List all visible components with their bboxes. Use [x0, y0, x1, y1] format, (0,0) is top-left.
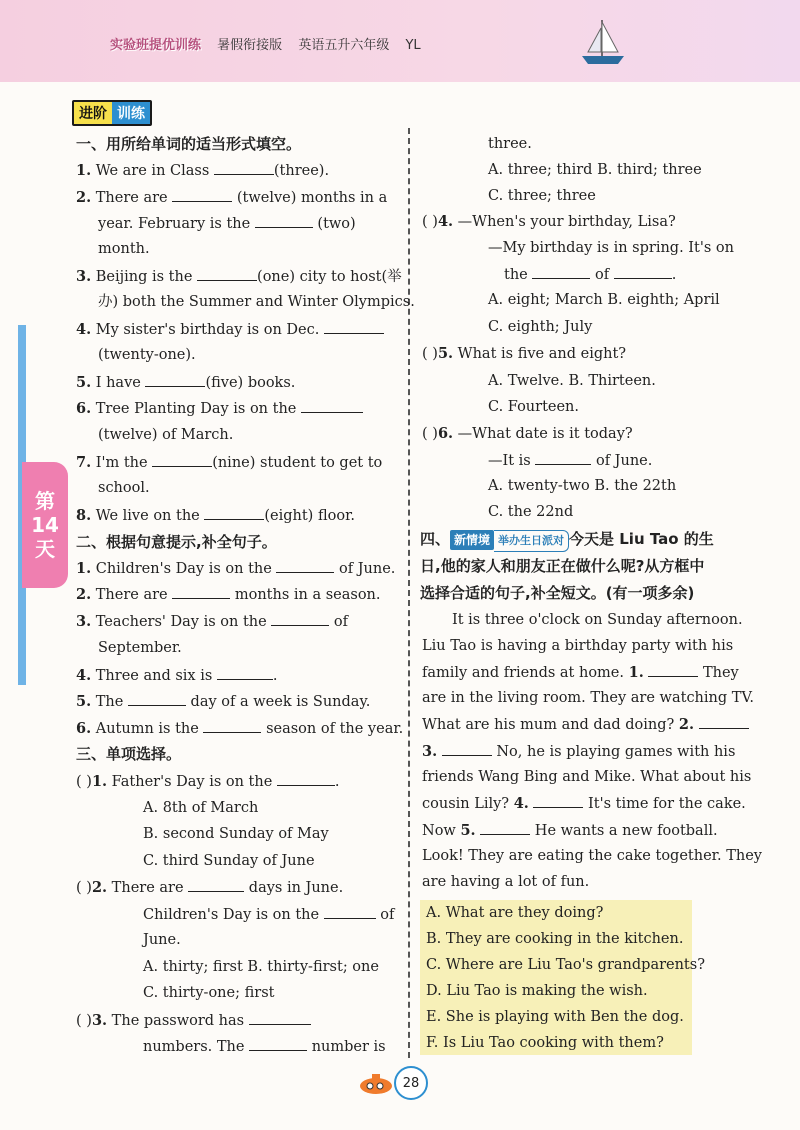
text-line	[76, 505, 355, 526]
text-segment: They	[698, 665, 739, 681]
answer-blank[interactable]	[614, 264, 672, 279]
text-line	[426, 1033, 664, 1053]
item-number: 7.	[76, 454, 92, 471]
text-segment: 二、根据句意提示,补全句子。	[76, 533, 277, 551]
item-number: 3.	[91, 1012, 108, 1029]
item-number: 4.	[437, 213, 454, 230]
item-number: 2.	[91, 879, 108, 896]
text-line	[488, 397, 579, 417]
text-segment: A. What are they doing?	[426, 905, 604, 921]
text-segment: A. three; third B. third; three	[488, 162, 702, 178]
submarine-icon	[358, 1070, 394, 1096]
badge-part-1: 进阶	[74, 102, 112, 124]
text-segment: We live on the	[91, 508, 205, 524]
text-segment: of	[590, 267, 614, 283]
text-line	[422, 714, 749, 735]
text-segment: I have	[91, 375, 146, 391]
text-segment: family and friends at home.	[422, 665, 629, 681]
text-line	[76, 1010, 311, 1031]
text-segment: 选择合适的句子,补全短文。(有一项多余)	[420, 584, 695, 602]
text-segment: C. thirty-one; first	[143, 985, 275, 1001]
text-line	[76, 160, 329, 181]
item-number: 2.	[76, 586, 92, 603]
text-line	[98, 638, 182, 658]
answer-blank[interactable]	[535, 450, 591, 465]
answer-blank[interactable]	[699, 714, 749, 729]
context-subtag: 举办生日派对	[494, 530, 569, 552]
column-divider	[408, 128, 410, 1058]
answer-blank[interactable]	[249, 1010, 311, 1025]
text-line	[76, 187, 387, 208]
text-line	[76, 771, 340, 792]
item-number: 6.	[76, 720, 92, 737]
answer-blank[interactable]	[128, 691, 186, 706]
text-segment: E. She is playing with Ben the dog.	[426, 1009, 684, 1025]
answer-blank[interactable]	[249, 1036, 307, 1051]
text-line	[504, 264, 676, 285]
text-segment: .	[671, 267, 677, 283]
text-segment: Look! They are eating the cake together. They	[422, 848, 762, 864]
text-segment: Beijing is the	[91, 269, 198, 285]
text-line	[426, 929, 683, 949]
answer-blank[interactable]	[532, 264, 590, 279]
item-number: 3.	[76, 613, 92, 630]
answer-blank[interactable]	[152, 452, 212, 467]
text-line	[76, 718, 403, 739]
text-segment: Teachers' Day is on the	[91, 614, 272, 630]
text-segment: 三、单项选择。	[76, 745, 182, 763]
text-segment: ( )	[76, 774, 92, 790]
options-box	[420, 900, 692, 1055]
sailboat-icon	[580, 18, 626, 68]
answer-blank[interactable]	[271, 611, 329, 626]
text-segment: month.	[98, 241, 150, 257]
text-segment: Children's Day is on the	[91, 561, 277, 577]
item-number: 4.	[76, 321, 92, 338]
badge-part-2: 训练	[112, 102, 150, 124]
answer-blank[interactable]	[480, 820, 530, 835]
series-name: 实验班提优训练	[110, 38, 202, 53]
text-segment: are having a lot of fun.	[422, 874, 590, 890]
text-segment: A. 8th of March	[143, 800, 259, 816]
text-line	[426, 955, 705, 975]
text-segment: Children's Day is on the	[143, 907, 324, 923]
answer-blank[interactable]	[172, 584, 230, 599]
text-line	[422, 662, 739, 683]
text-segment: Autumn is the	[91, 721, 204, 737]
item-number: 2.	[76, 189, 92, 206]
text-line	[488, 476, 676, 496]
answer-blank[interactable]	[533, 793, 583, 808]
item-number: 2.	[678, 716, 695, 733]
item-number: 5.	[460, 822, 476, 839]
item-number: 5.	[437, 345, 454, 362]
text-segment: of June.	[591, 453, 653, 469]
text-segment: My sister's birthday is on Dec.	[91, 322, 324, 338]
text-line	[98, 345, 196, 365]
text-segment: of	[329, 614, 349, 630]
item-number: 5.	[76, 374, 92, 391]
text-segment: —My birthday is in spring. It's on	[488, 240, 734, 256]
text-segment: season of the year.	[261, 721, 404, 737]
answer-blank[interactable]	[442, 741, 492, 756]
text-segment: B. They are cooking in the kitchen.	[426, 931, 684, 947]
text-line	[422, 212, 676, 232]
text-line	[488, 160, 702, 180]
text-segment: of June.	[334, 561, 396, 577]
answer-blank[interactable]	[324, 904, 376, 919]
day-tab-char: 第	[35, 489, 55, 513]
text-line	[488, 186, 596, 206]
answer-blank[interactable]	[277, 771, 335, 786]
text-segment: It is three o'clock on Sunday afternoon.	[452, 612, 743, 628]
text-segment: (five) books.	[205, 375, 296, 391]
text-segment: D. Liu Tao is making the wish.	[426, 983, 648, 999]
text-segment: .	[334, 774, 340, 790]
text-line	[76, 452, 382, 473]
text-line	[143, 904, 394, 925]
text-segment: ( )	[76, 880, 92, 896]
text-segment: C. three; three	[488, 188, 596, 204]
item-number: 3.	[422, 743, 438, 760]
text-line	[143, 930, 181, 950]
text-segment: (twelve) months in a	[232, 190, 388, 206]
edition: 暑假衔接版	[217, 38, 283, 53]
text-line	[488, 502, 573, 522]
text-segment: A. Twelve. B. Thirteen.	[488, 373, 656, 389]
text-segment: Liu Tao is having a birthday party with his	[422, 638, 734, 654]
text-segment: the	[504, 267, 533, 283]
text-segment: ( )	[422, 426, 438, 442]
text-line	[488, 134, 532, 154]
text-segment: No, he is playing games with his	[491, 744, 736, 760]
item-number: 1.	[91, 773, 108, 790]
answer-blank[interactable]	[197, 266, 257, 281]
text-segment: .	[272, 668, 278, 684]
item-number: 3.	[76, 268, 92, 285]
text-segment: I'm the	[91, 455, 153, 471]
text-line	[98, 425, 233, 445]
text-segment: What is five and eight?	[453, 346, 627, 362]
text-line	[76, 266, 402, 287]
text-segment: C. eighth; July	[488, 319, 593, 335]
answer-blank[interactable]	[203, 718, 261, 733]
text-line	[76, 372, 295, 393]
section-heading	[420, 529, 714, 552]
text-line	[422, 741, 735, 762]
text-line	[76, 611, 348, 632]
text-segment: He wants a new football.	[530, 823, 718, 839]
text-line	[488, 290, 720, 310]
text-segment: (three).	[273, 163, 330, 179]
answer-blank[interactable]	[217, 665, 273, 680]
text-segment: Now	[422, 823, 461, 839]
text-segment: (one) city to host(举	[257, 269, 402, 285]
publisher: YL	[405, 38, 421, 53]
new-context-tag: 新情境	[450, 530, 494, 550]
answer-blank[interactable]	[648, 662, 698, 677]
answer-blank[interactable]	[204, 505, 264, 520]
text-line	[143, 1036, 386, 1057]
text-segment: We are in Class	[91, 163, 214, 179]
text-line	[422, 846, 762, 866]
item-number: 1.	[628, 664, 644, 681]
text-line	[76, 319, 384, 340]
answer-blank[interactable]	[324, 319, 384, 334]
text-segment: Three and six is	[91, 668, 217, 684]
text-segment: The	[91, 694, 128, 710]
text-segment: day of a week is Sunday.	[185, 694, 371, 710]
text-segment: C. the 22nd	[488, 504, 574, 520]
text-segment: 一、用所给单词的适当形式填空。	[76, 135, 302, 153]
text-line	[143, 983, 274, 1003]
text-segment: 日,他的家人和朋友正在做什么呢?从方框中	[420, 557, 705, 575]
answer-blank[interactable]	[145, 372, 205, 387]
text-line	[143, 957, 379, 977]
answer-blank[interactable]	[172, 187, 232, 202]
text-line	[422, 688, 754, 708]
text-line	[98, 239, 150, 259]
text-segment: number is	[307, 1039, 386, 1055]
text-line	[76, 584, 381, 605]
text-line	[426, 981, 648, 1001]
text-segment: There are	[91, 190, 173, 206]
item-number: 4.	[513, 795, 529, 812]
text-segment: C. Where are Liu Tao's grandparents?	[426, 957, 705, 973]
text-segment: There are	[91, 587, 173, 603]
answer-blank[interactable]	[214, 160, 274, 175]
item-number: 6.	[76, 400, 92, 417]
text-line	[143, 798, 258, 818]
text-segment: C. third Sunday of June	[143, 853, 315, 869]
text-segment: 今天是 Liu Tao 的生	[569, 530, 714, 548]
text-segment: (twenty-one).	[98, 347, 196, 363]
text-segment: days in June.	[244, 880, 344, 896]
text-segment: —It is	[488, 453, 536, 469]
text-line	[488, 238, 734, 258]
text-segment: ( )	[422, 346, 438, 362]
text-segment: are in the living room. They are watching TV.	[422, 690, 754, 706]
text-segment: three.	[488, 136, 532, 152]
item-number: 4.	[76, 667, 92, 684]
text-segment: school.	[98, 480, 150, 496]
section-badge	[72, 100, 152, 126]
text-segment: (two)	[312, 216, 356, 232]
text-line	[488, 317, 592, 337]
answer-blank[interactable]	[301, 398, 363, 413]
text-line	[422, 424, 633, 444]
day-tab-number: 14	[31, 513, 59, 537]
header-text	[110, 34, 433, 53]
text-line	[143, 851, 315, 871]
answer-blank[interactable]	[188, 877, 244, 892]
text-segment: months in a season.	[230, 587, 381, 603]
day-tab-char: 天	[35, 537, 55, 561]
text-segment: B. second Sunday of May	[143, 826, 329, 842]
text-segment: ( )	[76, 1013, 92, 1029]
section-heading	[76, 532, 277, 552]
text-line	[422, 793, 746, 814]
text-segment: A. twenty-two B. the 22th	[488, 478, 677, 494]
text-segment: ( )	[422, 214, 438, 230]
section-heading	[76, 744, 181, 764]
text-line	[98, 292, 415, 312]
text-line	[98, 213, 356, 234]
text-segment: What are his mum and dad doing?	[422, 717, 679, 733]
text-line	[452, 610, 743, 630]
text-line	[143, 824, 329, 844]
text-segment: Father's Day is on the	[107, 774, 277, 790]
day-tab	[22, 462, 68, 588]
text-segment: 办) both the Summer and Winter Olympics.	[98, 294, 415, 310]
text-segment: numbers. The	[143, 1039, 250, 1055]
text-segment: year. February is the	[98, 216, 255, 232]
text-segment: 四、	[420, 530, 451, 548]
section-heading	[76, 134, 301, 154]
text-line	[98, 478, 150, 498]
text-line	[422, 820, 718, 841]
section-heading	[420, 583, 694, 603]
answer-blank[interactable]	[255, 213, 313, 228]
text-segment: A. thirty; first B. thirty-first; one	[143, 959, 379, 975]
text-segment: —What date is it today?	[453, 426, 633, 442]
text-line	[422, 767, 751, 787]
text-line	[76, 398, 363, 419]
text-line	[422, 636, 733, 656]
subject: 英语五升六年级	[298, 38, 390, 53]
text-line	[76, 558, 395, 579]
text-segment: There are	[107, 880, 189, 896]
text-segment: A. eight; March B. eighth; April	[488, 292, 720, 308]
text-line	[426, 1007, 684, 1027]
text-segment: of	[375, 907, 395, 923]
text-line	[76, 877, 343, 898]
text-segment: It's time for the cake.	[583, 796, 746, 812]
section-heading	[420, 556, 704, 576]
text-line	[76, 665, 278, 686]
page-number: 28	[394, 1066, 428, 1100]
text-line	[488, 450, 652, 471]
text-line	[422, 872, 589, 892]
item-number: 8.	[76, 507, 92, 524]
item-number: 5.	[76, 693, 92, 710]
text-segment: (nine) student to get to	[212, 455, 383, 471]
text-line	[76, 691, 370, 712]
text-line	[488, 371, 656, 391]
text-segment: (twelve) of March.	[98, 427, 234, 443]
text-line	[426, 903, 603, 923]
text-segment: F. Is Liu Tao cooking with them?	[426, 1035, 664, 1051]
text-line	[422, 344, 626, 364]
item-number: 1.	[76, 560, 92, 577]
text-segment: Tree Planting Day is on the	[91, 401, 301, 417]
item-number: 1.	[76, 162, 92, 179]
text-segment: cousin Lily?	[422, 796, 514, 812]
item-number: 6.	[437, 425, 454, 442]
text-segment: (eight) floor.	[264, 508, 356, 524]
answer-blank[interactable]	[276, 558, 334, 573]
text-segment: C. Fourteen.	[488, 399, 580, 415]
text-segment: June.	[143, 932, 181, 948]
text-segment: The password has	[107, 1013, 249, 1029]
text-segment: —When's your birthday, Lisa?	[453, 214, 676, 230]
text-segment: friends Wang Bing and Mike. What about his	[422, 769, 752, 785]
text-segment: September.	[98, 640, 182, 656]
